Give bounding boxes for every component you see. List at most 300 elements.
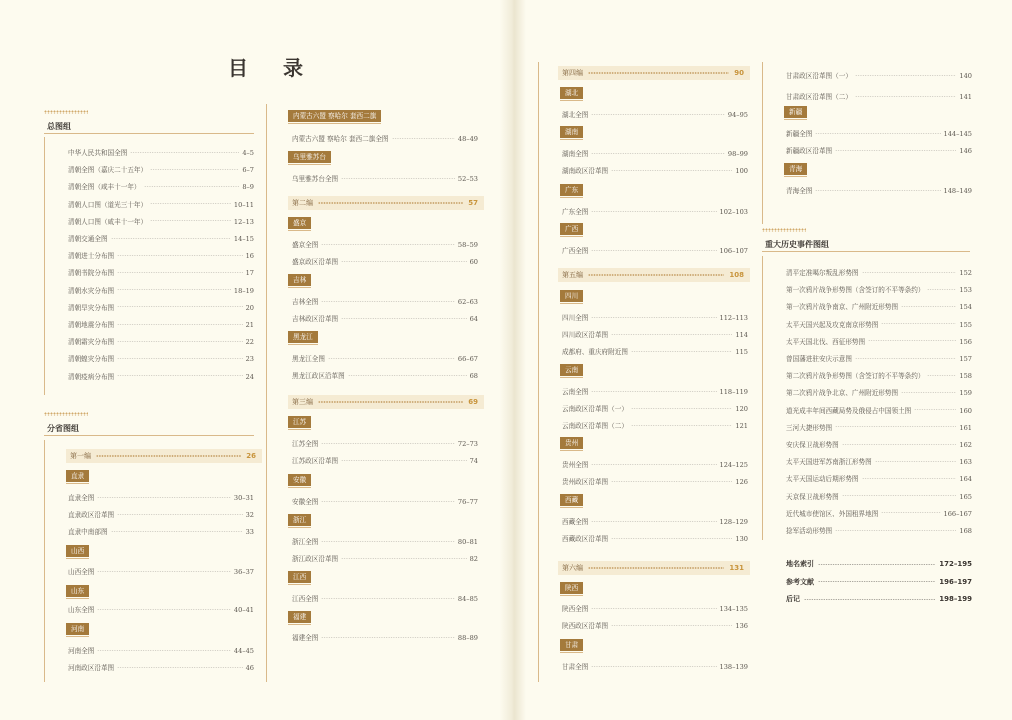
region-tag[interactable]: 福建 bbox=[288, 611, 311, 623]
entry-title: 盛京全图 bbox=[292, 241, 319, 249]
dot-leader bbox=[815, 190, 940, 191]
toc-entry[interactable] bbox=[68, 250, 254, 260]
book-header[interactable] bbox=[288, 196, 484, 210]
toc-entry[interactable] bbox=[786, 405, 972, 415]
toc-entry[interactable] bbox=[68, 526, 254, 536]
entry-page: 159 bbox=[959, 389, 972, 398]
entry-page: 136 bbox=[735, 622, 748, 631]
toc-entry[interactable] bbox=[292, 296, 478, 306]
entry-page: 98–99 bbox=[727, 150, 748, 158]
entry-title: 太平天国运动后期形势图 bbox=[786, 475, 859, 484]
entry-title: 第一次鸦片战争形势图（含签订的不平等条约） bbox=[786, 286, 925, 295]
toc-entry[interactable] bbox=[786, 267, 972, 277]
region-tag[interactable]: 盛京 bbox=[288, 217, 311, 229]
entry-page: 17 bbox=[245, 269, 254, 278]
dot-leader bbox=[117, 514, 242, 515]
entry-title: 甘肃全图 bbox=[562, 663, 589, 671]
dot-leader bbox=[927, 289, 956, 290]
book-page: 26 bbox=[246, 452, 256, 460]
entry-page: 112–113 bbox=[719, 314, 748, 322]
toc-entry[interactable] bbox=[786, 370, 972, 380]
dot-leader bbox=[150, 169, 239, 170]
entry-page: 48–49 bbox=[457, 135, 478, 143]
entry-page: 153 bbox=[959, 286, 972, 295]
entry-title: 四川全图 bbox=[562, 314, 589, 322]
toc-entry[interactable] bbox=[292, 353, 478, 363]
region-tag[interactable]: 山西 bbox=[66, 545, 89, 557]
entry-page: 52–53 bbox=[457, 175, 478, 183]
entry-title: 地名索引 bbox=[786, 560, 814, 568]
entry-page: 168 bbox=[959, 527, 972, 535]
toc-entry[interactable] bbox=[68, 267, 254, 277]
toc-entry[interactable] bbox=[562, 165, 748, 175]
column-rule bbox=[44, 440, 45, 682]
entry-title: 山西全图 bbox=[68, 568, 95, 576]
dot-leader bbox=[97, 650, 231, 651]
book-title: 第二编 bbox=[292, 199, 313, 207]
entry-title: 安徽全图 bbox=[292, 498, 319, 506]
dot-leader bbox=[97, 497, 231, 498]
toc-entry[interactable] bbox=[786, 336, 972, 346]
toc-entry[interactable] bbox=[562, 403, 748, 413]
dot-leader bbox=[842, 495, 957, 496]
entry-page: 14–15 bbox=[233, 235, 254, 243]
entry-title: 浙江政区沿革图 bbox=[292, 555, 339, 564]
toc-entry[interactable] bbox=[562, 346, 748, 356]
entry-title: 吉林全图 bbox=[292, 298, 319, 306]
toc-entry[interactable] bbox=[68, 233, 254, 243]
entry-title: 三河大捷形势图 bbox=[786, 423, 833, 432]
entry-page: 154 bbox=[959, 303, 972, 312]
toc-entry[interactable] bbox=[68, 302, 254, 312]
entry-title: 直隶全图 bbox=[68, 494, 95, 502]
dot-leader bbox=[611, 334, 732, 335]
toc-entry[interactable] bbox=[562, 476, 748, 486]
toc-entry[interactable] bbox=[68, 645, 254, 655]
dot-leader bbox=[631, 408, 732, 409]
toc-entry[interactable] bbox=[292, 553, 478, 563]
region-tag[interactable]: 直隶 bbox=[66, 470, 89, 482]
dot-leader bbox=[117, 289, 231, 290]
book-leader bbox=[96, 455, 241, 457]
entry-title: 贵州全图 bbox=[562, 461, 589, 469]
dot-leader bbox=[842, 444, 957, 445]
entry-page: 32 bbox=[245, 511, 254, 520]
group-label: 分省图组 bbox=[47, 424, 79, 433]
entry-title: 清朝水灾分布图 bbox=[68, 286, 115, 295]
appendix-entry[interactable] bbox=[786, 577, 972, 587]
entry-page: 158 bbox=[959, 372, 972, 381]
entry-page: 84–85 bbox=[457, 595, 478, 603]
entry-page: 24 bbox=[245, 372, 254, 381]
entry-title: 清朝旱灾分布图 bbox=[68, 303, 115, 312]
toc-entry[interactable] bbox=[562, 533, 748, 543]
region-tag[interactable]: 湖北 bbox=[560, 87, 583, 99]
toc-entry[interactable] bbox=[292, 173, 478, 183]
region-tag[interactable]: 新疆 bbox=[784, 106, 807, 118]
entry-title: 西藏政区沿革图 bbox=[562, 535, 609, 544]
toc-entry[interactable] bbox=[786, 185, 972, 195]
entry-page: 124–125 bbox=[719, 461, 748, 469]
toc-entry[interactable] bbox=[68, 353, 254, 363]
dot-leader bbox=[321, 443, 455, 444]
dot-leader bbox=[631, 351, 732, 352]
toc-entry[interactable] bbox=[68, 319, 254, 329]
dot-leader bbox=[150, 203, 231, 204]
entry-page: 144–145 bbox=[943, 130, 972, 138]
entry-page: 33 bbox=[245, 528, 254, 537]
toc-entry[interactable] bbox=[292, 438, 478, 448]
dot-leader bbox=[341, 460, 466, 461]
toc-entry[interactable] bbox=[292, 239, 478, 249]
entry-title: 直隶政区沿革图 bbox=[68, 511, 115, 520]
dotted-bar bbox=[762, 228, 806, 232]
entry-title: 江苏政区沿革图 bbox=[292, 457, 339, 466]
entry-title: 陕西全图 bbox=[562, 605, 589, 613]
toc-entry[interactable] bbox=[786, 473, 972, 483]
toc-entry[interactable] bbox=[786, 508, 972, 518]
toc-entry[interactable] bbox=[68, 285, 254, 295]
entry-page: 155 bbox=[959, 320, 972, 329]
toc-entry[interactable] bbox=[562, 109, 748, 119]
toc-entry[interactable] bbox=[562, 603, 748, 613]
toc-entry[interactable] bbox=[68, 371, 254, 381]
dot-leader bbox=[111, 531, 243, 532]
toc-entry[interactable] bbox=[786, 353, 972, 363]
entry-page: 138–139 bbox=[719, 663, 748, 671]
toc-entry[interactable] bbox=[786, 387, 972, 397]
entry-page: 82 bbox=[469, 555, 478, 564]
entry-title: 广西全图 bbox=[562, 247, 589, 255]
region-tag[interactable]: 甘肃 bbox=[560, 639, 583, 651]
entry-title: 清朝书院分布图 bbox=[68, 269, 115, 278]
entry-title: 湖南政区沿革图 bbox=[562, 167, 609, 176]
dot-leader bbox=[321, 501, 455, 502]
region-tag[interactable]: 江西 bbox=[288, 571, 311, 583]
dot-leader bbox=[144, 186, 240, 187]
toc-entry[interactable] bbox=[562, 516, 748, 526]
book-header[interactable] bbox=[558, 561, 750, 575]
entry-title: 山东全图 bbox=[68, 606, 95, 614]
dot-leader bbox=[117, 341, 242, 342]
entry-title: 第二次鸦片战争北京、广州附近形势图 bbox=[786, 389, 899, 398]
toc-entry[interactable] bbox=[786, 439, 972, 449]
entry-title: 直隶中南部图 bbox=[68, 528, 108, 537]
region-tag[interactable]: 河南 bbox=[66, 623, 89, 635]
dot-leader bbox=[855, 358, 956, 359]
toc-entry[interactable] bbox=[68, 492, 254, 502]
entry-title: 新疆全图 bbox=[786, 130, 813, 138]
dot-leader bbox=[901, 392, 956, 393]
entry-page: 134–135 bbox=[719, 605, 748, 613]
dot-leader bbox=[927, 375, 956, 376]
entry-title: 乌里雅苏台全图 bbox=[292, 175, 339, 183]
entry-page: 6–7 bbox=[242, 166, 254, 175]
entry-title: 参考文献 bbox=[786, 577, 814, 586]
toc-entry[interactable] bbox=[292, 455, 478, 465]
entry-title: 浙江全图 bbox=[292, 538, 319, 546]
entry-page: 36–37 bbox=[233, 568, 254, 576]
dot-leader bbox=[881, 323, 956, 324]
entry-page: 94–95 bbox=[727, 111, 748, 119]
toc-entry[interactable] bbox=[68, 509, 254, 519]
entry-title: 江西全图 bbox=[292, 595, 319, 603]
toc-entry[interactable] bbox=[292, 536, 478, 546]
entry-page: 156 bbox=[959, 337, 972, 346]
dot-leader bbox=[321, 637, 455, 638]
entry-page: 10–11 bbox=[233, 200, 254, 209]
entry-page: 161 bbox=[959, 423, 972, 432]
toc-entry[interactable] bbox=[292, 256, 478, 266]
toc-entry[interactable] bbox=[562, 620, 748, 630]
region-tag[interactable]: 安徽 bbox=[288, 474, 311, 486]
region-tag[interactable]: 湖南 bbox=[560, 126, 583, 138]
group-header bbox=[44, 110, 254, 134]
dot-leader bbox=[804, 599, 935, 600]
toc-entry[interactable] bbox=[786, 91, 972, 101]
entry-page: 18–19 bbox=[233, 286, 254, 295]
toc-entry[interactable] bbox=[292, 313, 478, 323]
toc-entry[interactable] bbox=[786, 491, 972, 501]
dot-leader bbox=[901, 306, 956, 307]
toc-entry[interactable] bbox=[786, 145, 972, 155]
region-tag[interactable]: 云南 bbox=[560, 364, 583, 376]
entry-title: 云南全图 bbox=[562, 388, 589, 396]
entry-title: 清朝蝗灾分布图 bbox=[68, 355, 115, 364]
toc-entry[interactable] bbox=[68, 336, 254, 346]
entry-page: 120 bbox=[735, 405, 748, 414]
entry-page: 12–13 bbox=[233, 217, 254, 226]
toc-entry[interactable] bbox=[786, 319, 972, 329]
region-tag[interactable]: 浙江 bbox=[288, 514, 311, 526]
entry-page: 128–129 bbox=[719, 518, 748, 526]
entry-title: 云南政区沿革图（二） bbox=[562, 422, 628, 431]
dotted-bar bbox=[44, 110, 88, 114]
entry-title: 道光成丰年间西藏局势及俄侵占中国领土图 bbox=[786, 406, 912, 415]
toc-entry[interactable] bbox=[68, 604, 254, 614]
entry-page: 46 bbox=[245, 664, 254, 673]
toc-entry[interactable] bbox=[562, 206, 748, 216]
dot-leader bbox=[117, 255, 242, 256]
entry-title: 第一次鸦片战争南京、广州附近形势图 bbox=[786, 303, 899, 312]
toc-entry[interactable] bbox=[786, 70, 972, 80]
entry-title: 新疆政区沿革图 bbox=[786, 147, 833, 156]
toc-entry[interactable] bbox=[562, 312, 748, 322]
entry-page: 115 bbox=[735, 348, 748, 357]
region-tag[interactable]: 广东 bbox=[560, 184, 583, 196]
entry-page: 100 bbox=[735, 167, 748, 176]
entry-page: 8–9 bbox=[242, 183, 254, 192]
dot-leader bbox=[815, 133, 940, 134]
toc-entry[interactable] bbox=[562, 245, 748, 255]
region-tag[interactable]: 贵州 bbox=[560, 437, 583, 449]
dot-leader bbox=[321, 301, 455, 302]
region-tag[interactable]: 青海 bbox=[784, 163, 807, 175]
dot-leader bbox=[862, 272, 957, 273]
entry-title: 清朝进士分布图 bbox=[68, 252, 115, 261]
toc-entry[interactable] bbox=[786, 128, 972, 138]
group-header bbox=[44, 412, 254, 436]
region-tag[interactable]: 黑龙江 bbox=[288, 331, 318, 343]
toc-entry[interactable] bbox=[562, 329, 748, 339]
toc-entry[interactable] bbox=[786, 422, 972, 432]
entry-title: 曾国藩进驻安庆示意图 bbox=[786, 355, 852, 363]
entry-page: 130 bbox=[735, 535, 748, 544]
entry-title: 河南全图 bbox=[68, 647, 95, 655]
entry-title: 清朝全图（咸丰十一年） bbox=[68, 183, 141, 192]
entry-page: 58–59 bbox=[457, 241, 478, 249]
toc-entry[interactable] bbox=[562, 661, 748, 671]
appendix-entry[interactable] bbox=[786, 594, 972, 604]
toc-entry[interactable] bbox=[562, 148, 748, 158]
dot-leader bbox=[117, 306, 242, 307]
dot-leader bbox=[97, 571, 231, 572]
entry-title: 成都府、重庆府附近图 bbox=[562, 348, 628, 357]
entry-title: 广东全图 bbox=[562, 208, 589, 216]
toc-entry[interactable] bbox=[562, 459, 748, 469]
region-tag[interactable]: 吉林 bbox=[288, 274, 311, 286]
toc-entry[interactable] bbox=[562, 386, 748, 396]
dot-leader bbox=[321, 541, 455, 542]
toc-entry[interactable] bbox=[68, 216, 254, 226]
dot-leader bbox=[591, 608, 716, 609]
entry-title: 陕西政区沿革图 bbox=[562, 622, 609, 631]
entry-title: 江苏全图 bbox=[292, 440, 319, 448]
entry-title: 清朝全图（嘉庆二十五年） bbox=[68, 166, 148, 175]
entry-page: 60 bbox=[469, 258, 478, 267]
toc-entry[interactable] bbox=[292, 496, 478, 506]
toc-entry[interactable] bbox=[786, 456, 972, 466]
entry-page: 64 bbox=[469, 315, 478, 324]
region-tag[interactable]: 西藏 bbox=[560, 494, 583, 506]
region-tag[interactable]: 山东 bbox=[66, 585, 89, 597]
page-gutter bbox=[500, 0, 526, 720]
toc-entry[interactable] bbox=[292, 632, 478, 642]
dot-leader bbox=[591, 521, 716, 522]
dot-leader bbox=[611, 625, 732, 626]
dot-leader bbox=[591, 211, 716, 212]
dot-leader bbox=[835, 426, 956, 427]
dot-leader bbox=[117, 272, 242, 273]
toc-entry[interactable] bbox=[292, 370, 478, 380]
book-title: 第六编 bbox=[562, 564, 583, 572]
column-rule bbox=[538, 62, 539, 682]
entry-page: 148–149 bbox=[943, 187, 972, 195]
entry-title: 第二次鸦片战争形势图（含签订的不平等条约） bbox=[786, 372, 925, 381]
toc-entry[interactable] bbox=[786, 284, 972, 294]
entry-page: 163 bbox=[959, 458, 972, 467]
dot-leader bbox=[868, 340, 956, 341]
toc-entry[interactable] bbox=[68, 199, 254, 209]
entry-title: 青海全图 bbox=[786, 187, 813, 195]
entry-page: 21 bbox=[245, 321, 254, 329]
entry-page: 157 bbox=[959, 355, 972, 363]
toc-entry[interactable] bbox=[68, 662, 254, 672]
entry-page: 74 bbox=[469, 457, 478, 466]
book-leader bbox=[588, 274, 724, 276]
group-label: 总图组 bbox=[47, 122, 71, 131]
entry-page: 164 bbox=[959, 475, 972, 484]
entry-page: 62–63 bbox=[457, 298, 478, 306]
book-page: 90 bbox=[734, 69, 744, 77]
dotted-bar bbox=[44, 412, 88, 416]
region-tag[interactable]: 乌里雅苏台 bbox=[288, 151, 331, 163]
entry-title: 内蒙古六盟 察哈尔 套西二旗全图 bbox=[292, 135, 389, 143]
entry-title: 四川政区沿革图 bbox=[562, 331, 609, 340]
region-tag[interactable]: 广西 bbox=[560, 223, 583, 235]
dot-leader bbox=[611, 481, 732, 482]
dot-leader bbox=[862, 478, 957, 479]
book-header[interactable] bbox=[558, 268, 750, 282]
book-page: 69 bbox=[468, 398, 478, 406]
dot-leader bbox=[591, 317, 716, 318]
dot-leader bbox=[591, 464, 716, 465]
book-leader bbox=[588, 72, 729, 74]
toc-entry[interactable] bbox=[68, 164, 254, 174]
entry-page: 165 bbox=[959, 492, 972, 501]
dot-leader bbox=[591, 153, 725, 154]
toc-entry[interactable] bbox=[292, 593, 478, 603]
appendix-entry[interactable] bbox=[786, 559, 972, 569]
toc-entry[interactable] bbox=[68, 181, 254, 191]
entry-page: 40–41 bbox=[233, 606, 254, 614]
toc-entry[interactable] bbox=[68, 566, 254, 576]
toc-entry[interactable] bbox=[562, 420, 748, 430]
book-page: 108 bbox=[729, 271, 744, 279]
dot-leader bbox=[855, 75, 956, 76]
dot-leader bbox=[117, 358, 242, 359]
entry-title: 后记 bbox=[786, 595, 800, 603]
book-title: 第一编 bbox=[70, 452, 91, 460]
entry-title: 清朝疫病分布图 bbox=[68, 372, 115, 381]
entry-page: 16 bbox=[245, 252, 254, 261]
entry-page: 23 bbox=[245, 355, 254, 364]
book-header[interactable] bbox=[66, 449, 262, 463]
dot-leader bbox=[341, 261, 466, 262]
book-header[interactable] bbox=[558, 66, 750, 80]
toc-entry[interactable] bbox=[786, 301, 972, 311]
entry-title: 盛京政区沿革图 bbox=[292, 258, 339, 267]
dot-leader bbox=[591, 114, 725, 115]
entry-page: 66–67 bbox=[457, 355, 478, 363]
column-rule bbox=[762, 256, 763, 540]
entry-title: 清朝人口图（道光三十年） bbox=[68, 200, 148, 209]
book-page: 57 bbox=[468, 199, 478, 207]
dot-leader bbox=[341, 178, 455, 179]
toc-entry[interactable] bbox=[292, 133, 478, 143]
toc-entry[interactable] bbox=[786, 525, 972, 535]
dot-leader bbox=[835, 530, 956, 531]
dot-leader bbox=[321, 244, 455, 245]
entry-page: 162 bbox=[959, 441, 972, 449]
dot-leader bbox=[835, 150, 956, 151]
region-tag[interactable]: 四川 bbox=[560, 290, 583, 302]
column-rule bbox=[266, 104, 267, 682]
region-tag[interactable]: 江苏 bbox=[288, 416, 311, 428]
book-header[interactable] bbox=[288, 395, 484, 409]
toc-entry[interactable] bbox=[68, 147, 254, 157]
entry-page: 140 bbox=[959, 72, 972, 80]
column-rule bbox=[44, 137, 45, 395]
entry-title: 中华人民共和国全图 bbox=[68, 149, 128, 157]
entry-page: 152 bbox=[959, 269, 972, 277]
region-tag[interactable]: 内蒙古六盟 察哈尔 套西二旗 bbox=[288, 110, 381, 122]
dot-leader bbox=[341, 318, 466, 319]
entry-page: 22 bbox=[245, 338, 254, 347]
region-tag[interactable]: 陕西 bbox=[560, 582, 583, 594]
entry-page: 198–199 bbox=[939, 595, 972, 603]
page-title: 目 录 bbox=[228, 56, 317, 80]
